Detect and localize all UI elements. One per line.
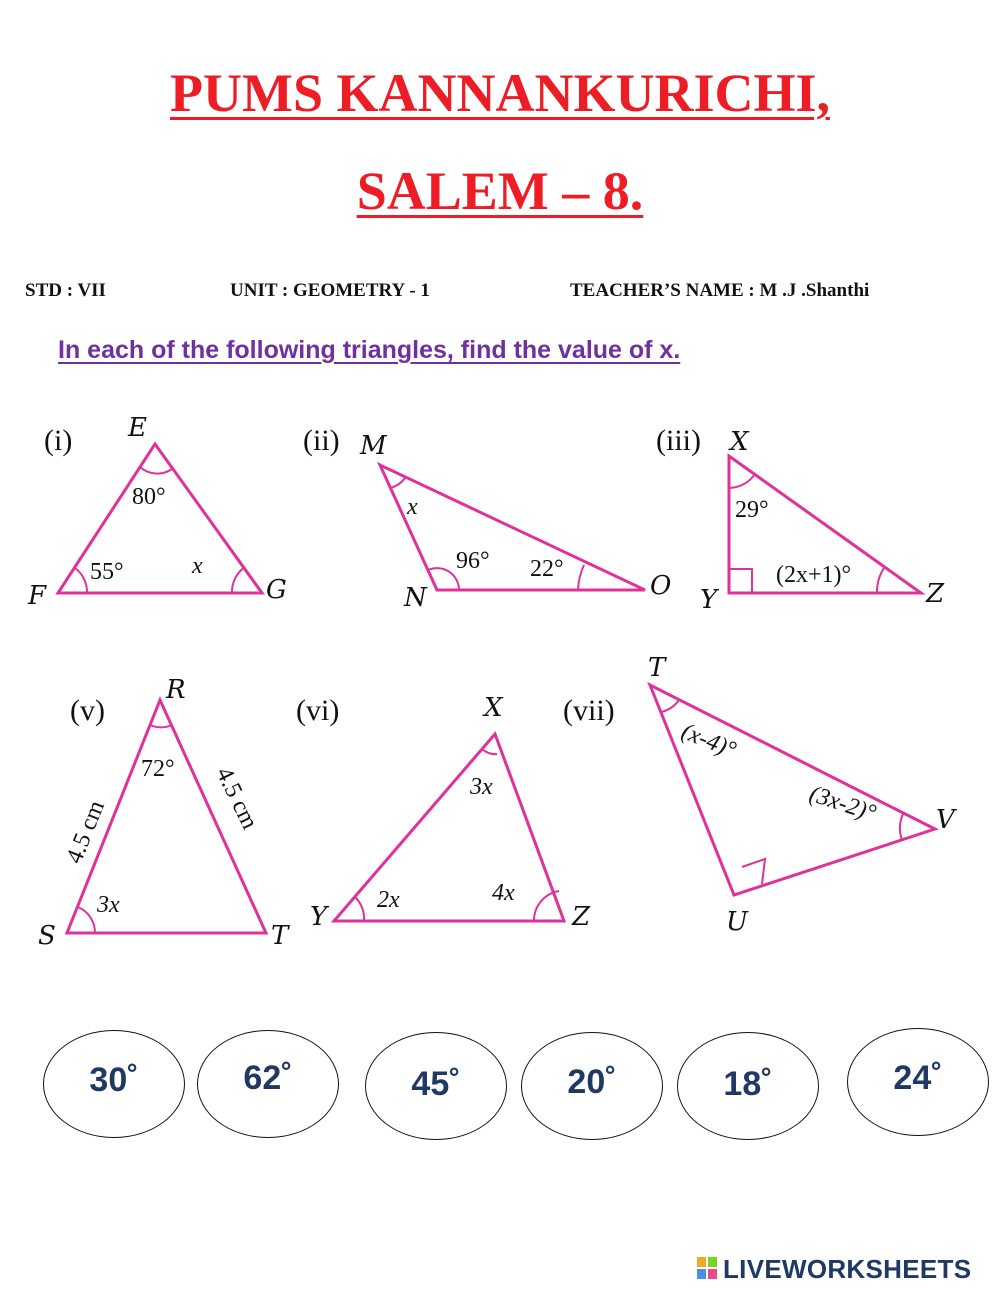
answer-option-label: 18˚ — [723, 1065, 773, 1103]
vertex-label: R — [166, 675, 186, 705]
angle-label: 96° — [456, 548, 490, 574]
figure-number: (vii) — [563, 694, 615, 727]
vertex-label: V — [936, 805, 955, 835]
angle-label: 55° — [90, 559, 124, 585]
liveworksheets-logo-text: LIVEWORKSHEETS — [723, 1253, 972, 1284]
teacher-label: TEACHER’S NAME : M .J .Shanthi — [570, 280, 870, 301]
answer-option-label: 45˚ — [411, 1065, 461, 1103]
vertex-label: N — [404, 583, 427, 613]
angle-arc — [390, 478, 405, 488]
figure-number: (iii) — [656, 424, 701, 457]
angle-arc — [578, 565, 584, 590]
vertex-label: Z — [572, 902, 591, 932]
figure-number: (v) — [70, 694, 105, 727]
school-title-line1: PUMS KANNANKURICHI, — [170, 63, 830, 123]
angle-label: 3x — [97, 892, 120, 918]
angle-label: (2x+1)° — [776, 562, 852, 588]
vertex-label: Z — [926, 579, 945, 609]
std-label: STD : VII — [25, 280, 106, 301]
liveworksheets-logo — [697, 1253, 971, 1285]
angle-arc — [482, 749, 497, 754]
vertex-label: O — [650, 571, 672, 601]
figure-number: (ii) — [303, 424, 340, 457]
right-angle-mark — [742, 859, 765, 884]
angle-arc — [900, 812, 904, 840]
angle-label: 3x — [470, 774, 493, 800]
answer-option-label: 30˚ — [89, 1061, 139, 1099]
angle-label: x — [407, 494, 418, 520]
answer-option-label: 20˚ — [567, 1063, 617, 1101]
angle-arc — [661, 700, 679, 712]
triangle-shape — [650, 685, 935, 895]
answer-option-1[interactable] — [43, 1030, 185, 1138]
triangle-shape — [380, 465, 645, 590]
angle-label: x — [192, 553, 203, 579]
angle-label: (x-4)° — [677, 718, 740, 764]
liveworksheets-logo-icon — [697, 1257, 719, 1281]
school-title-line2: SALEM – 8. — [356, 161, 644, 221]
triangle-figure-6 — [296, 693, 591, 932]
vertex-label: S — [38, 921, 56, 951]
vertex-label: T — [648, 653, 666, 683]
vertex-label: F — [28, 581, 47, 611]
figure-number: (i) — [44, 424, 73, 457]
angle-arc — [75, 568, 87, 593]
angle-label: 72° — [141, 756, 175, 782]
vertex-label: Y — [310, 902, 328, 932]
angle-arc — [877, 568, 884, 593]
triangle-figure-3 — [656, 424, 945, 615]
vertex-label: U — [726, 907, 748, 937]
triangle-figure-5 — [38, 675, 290, 951]
angle-label: 22° — [530, 556, 564, 582]
angle-label: 80° — [132, 484, 166, 510]
vertex-label: X — [484, 693, 503, 723]
triangle-shape — [58, 444, 262, 593]
answer-option-4[interactable] — [521, 1032, 663, 1140]
angle-label: 29° — [735, 497, 769, 523]
angle-label: 2x — [377, 887, 400, 913]
unit-label: UNIT : GEOMETRY - 1 — [230, 280, 430, 301]
side-label: 4.5 cm — [61, 796, 111, 868]
answer-option-2[interactable] — [197, 1030, 339, 1138]
vertex-label: G — [266, 575, 287, 605]
angle-arc — [232, 567, 245, 593]
vertex-label: M — [360, 431, 387, 461]
vertex-label: X — [730, 427, 749, 457]
angle-arc — [78, 907, 95, 933]
answer-option-label: 62˚ — [243, 1059, 293, 1097]
angle-label: (3x-2)° — [806, 780, 880, 827]
side-label: 4.5 cm — [210, 763, 263, 834]
angle-arc — [355, 897, 364, 921]
angle-label: 4x — [492, 880, 515, 906]
angle-arc — [729, 474, 755, 488]
answer-option-label: 24˚ — [893, 1059, 943, 1097]
answer-option-3[interactable] — [365, 1032, 507, 1140]
vertex-label: Y — [700, 585, 718, 615]
vertex-label: E — [128, 413, 147, 443]
figure-number: (vi) — [296, 694, 340, 727]
right-angle-mark — [729, 569, 752, 593]
answer-option-6[interactable] — [847, 1028, 989, 1136]
answer-option-5[interactable] — [677, 1032, 819, 1140]
triangle-figure-2 — [303, 424, 671, 613]
instruction-text: In each of the following triangles, find the value of x. — [58, 336, 681, 364]
angle-arc — [140, 467, 172, 474]
triangle-shape — [334, 734, 564, 921]
vertex-label: T — [271, 921, 289, 951]
angle-arc — [150, 725, 172, 727]
triangle-figure-1 — [27, 413, 287, 611]
triangle-figure-7 — [563, 653, 957, 937]
